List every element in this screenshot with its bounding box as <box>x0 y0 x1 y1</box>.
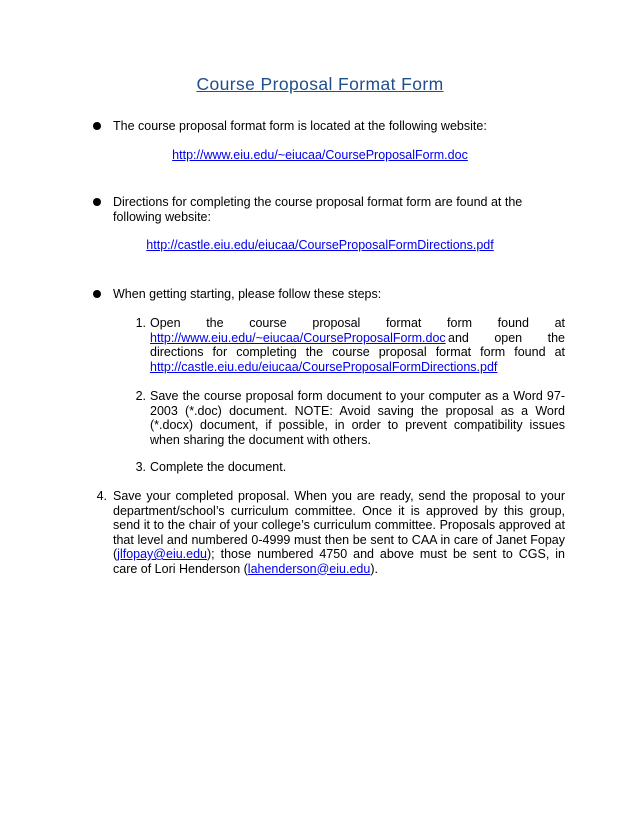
step-3-text: Complete the document. <box>150 460 287 474</box>
step-1-form-link[interactable]: http://www.eiu.edu/~eiucaa/CourseProposalForm.doc <box>150 330 446 345</box>
step-2-text: Save the course proposal form document to your computer as a Word 97-2003 (*.doc) document. NOTE: Avoid saving the proposal as a Word (*.docx) document, if possible, in order to prevent compatibility issues when sharing the document with others. <box>150 389 565 447</box>
step-1-after-link <box>448 331 565 346</box>
course-proposal-form-link[interactable]: http://www.eiu.edu/~eiucaa/CourseProposalForm.doc <box>172 148 468 162</box>
step-4-text <box>113 489 565 576</box>
jlfopay-email-link[interactable]: jlfopay@eiu.edu <box>117 547 208 561</box>
step-1-after-link-text: and open the <box>448 330 565 345</box>
bullet-2-line-2: following website: <box>113 210 211 224</box>
bullet-2-text <box>113 195 565 225</box>
bullet-1-link-row <box>0 148 640 162</box>
step-1-line-2 <box>150 331 565 346</box>
step-1-line-4 <box>150 360 565 375</box>
bullet-icon <box>93 290 101 298</box>
step-2-number: 2. <box>135 389 146 403</box>
bullet-icon <box>93 198 101 206</box>
step-4-text-a: Save your completed proposal. When you are ready, send the proposal to your department/school’s curriculum committee. Once it is approved by this group, send it to the chair of your college’s curriculum committee. Proposals approved at that level and numbered 0-4999 must then be sent to CAA in care of Janet Fopay ( <box>113 489 565 561</box>
step-1-line-1: Open the course proposal format form found at <box>150 316 565 330</box>
lahenderson-email-link[interactable]: lahenderson@eiu.edu <box>247 561 371 576</box>
bullet-2-link-row <box>0 238 640 252</box>
step-4-text-c: ). <box>370 561 378 576</box>
step-3-number: 3. <box>135 460 146 474</box>
step-1-line-3: directions for completing the course proposal format form found at <box>150 345 565 359</box>
bullet-3-text: When getting starting, please follow these steps: <box>113 287 382 301</box>
bullet-icon <box>93 122 101 130</box>
step-4-text-b: ); those numbered 4750 and above must be sent to CGS, in care of Lori Henderson ( <box>113 547 565 576</box>
bullet-1-text: The course proposal format form is located at the following website: <box>113 119 487 133</box>
bullet-2-line-1: Directions for completing the course proposal format form are found at the <box>113 195 523 209</box>
step-4-number: 4. <box>96 489 107 503</box>
step-1-number: 1. <box>135 316 146 330</box>
step-1-directions-link[interactable]: http://castle.eiu.edu/eiucaa/CourseProposalFormDirections.pdf <box>150 359 498 374</box>
directions-link[interactable]: http://castle.eiu.edu/eiucaa/CourseProposalFormDirections.pdf <box>146 238 494 252</box>
page-title: Course Proposal Format Form <box>196 74 444 94</box>
step-1-text <box>150 316 565 374</box>
